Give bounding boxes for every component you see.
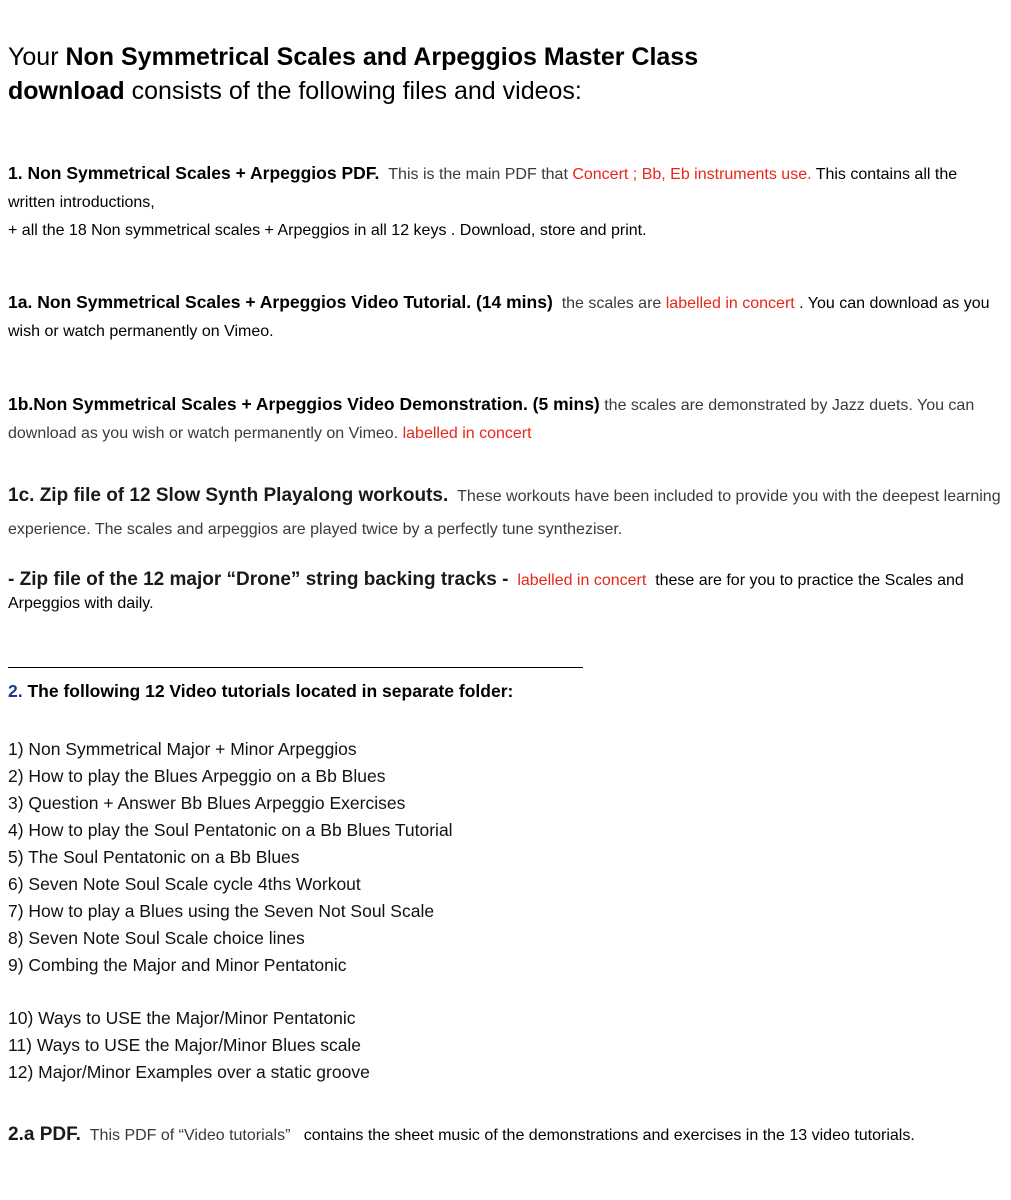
list-item: 8) Seven Note Soul Scale choice lines xyxy=(8,928,305,948)
drone-heading: - Zip file of the 12 major “Drone” string backing tracks - xyxy=(8,569,509,590)
section-2-title: The following 12 Video tutorials located in separate folder: xyxy=(22,681,514,701)
list-item: 5) The Soul Pentatonic on a Bb Blues xyxy=(8,847,300,867)
title-rest: consists of the following files and videos: xyxy=(124,77,582,105)
list-item: 3) Question + Answer Bb Blues Arpeggio Exercises xyxy=(8,793,406,813)
section-1-text: This is the main PDF that xyxy=(388,166,573,183)
list-item: 10) Ways to USE the Major/Minor Pentatonic xyxy=(8,1008,356,1028)
list-item: 6) Seven Note Soul Scale cycle 4ths Workout xyxy=(8,874,361,894)
section-1b-text: the scales are demonstrated by Jazz duets. You can download as you wish or watch permanently on Vimeo. xyxy=(8,397,975,442)
list-item: 4) How to play the Soul Pentatonic on a Bb Blues Tutorial xyxy=(8,820,453,840)
list-item: 11) Ways to USE the Major/Minor Blues scale xyxy=(8,1035,362,1055)
section-1-heading: 1. Non Symmetrical Scales + Arpeggios PDF. xyxy=(8,163,380,183)
section-1-pdf xyxy=(8,159,1003,245)
list-item: 1) Non Symmetrical Major + Minor Arpeggios xyxy=(8,739,357,759)
section-2-number: 2. xyxy=(8,681,23,701)
section-2a-text-continued: contains the sheet music of the demonstrations and exercises in the 13 video tutorials. xyxy=(303,1127,915,1144)
list-item: 7) How to play a Blues using the Seven Not Soul Scale xyxy=(8,901,435,921)
list-item: 2) How to play the Blues Arpeggio on a Bb Blues xyxy=(8,766,386,786)
section-drone-tracks xyxy=(8,568,1003,615)
section-2-heading xyxy=(8,677,1003,707)
section-1c-heading: 1c. Zip file of 12 Slow Synth Playalong workouts. xyxy=(8,485,449,506)
section-1c-zip xyxy=(8,479,1003,546)
section-1b-heading: 1b.Non Symmetrical Scales + Arpeggios Video Demonstration. (5 mins) xyxy=(8,394,600,414)
list-item: 12) Major/Minor Examples over a static groove xyxy=(8,1062,370,1082)
title-download: download xyxy=(8,77,125,105)
section-1a-highlight: labelled in concert xyxy=(665,295,795,312)
section-1a-tutorial xyxy=(8,288,1003,346)
video-tutorial-list xyxy=(8,736,453,1086)
section-2a-heading: 2.a PDF. xyxy=(8,1124,81,1145)
section-1-text-continued: This contains all the written introductions, xyxy=(8,166,958,211)
section-1c-text: These workouts have been included to provide you with the deepest learning experience. The scales and arpeggios are played twice by a perfectly tune syntheziser. xyxy=(8,488,1001,538)
section-1-line3: + all the 18 Non symmetrical scales + Arpeggios in all 12 keys . Download, store and print. xyxy=(8,222,647,239)
list-item: 9) Combing the Major and Minor Pentatonic xyxy=(8,955,347,975)
section-2a-text: This PDF of “Video tutorials” xyxy=(89,1127,291,1144)
page-title xyxy=(8,40,698,108)
section-1a-text: the scales are xyxy=(561,295,666,312)
section-2a-pdf xyxy=(8,1121,1003,1150)
title-prefix: Your xyxy=(8,43,66,71)
drone-highlight: labelled in concert xyxy=(517,572,647,589)
drone-text: these are for you to practice the Scales and Arpeggios with daily. xyxy=(8,572,964,612)
section-1a-text-continued: . You can download as you wish or watch permanently on Vimeo. xyxy=(8,295,990,340)
section-1b-highlight: labelled in concert xyxy=(402,425,532,442)
title-course-name: Non Symmetrical Scales and Arpeggios Master Class xyxy=(65,43,699,71)
section-divider xyxy=(8,667,583,668)
section-1b-demonstration xyxy=(8,390,1003,448)
section-1-highlight: Concert ; Bb, Eb instruments use. xyxy=(572,166,812,183)
section-1a-heading: 1a. Non Symmetrical Scales + Arpeggios Video Tutorial. (14 mins) xyxy=(8,292,553,312)
